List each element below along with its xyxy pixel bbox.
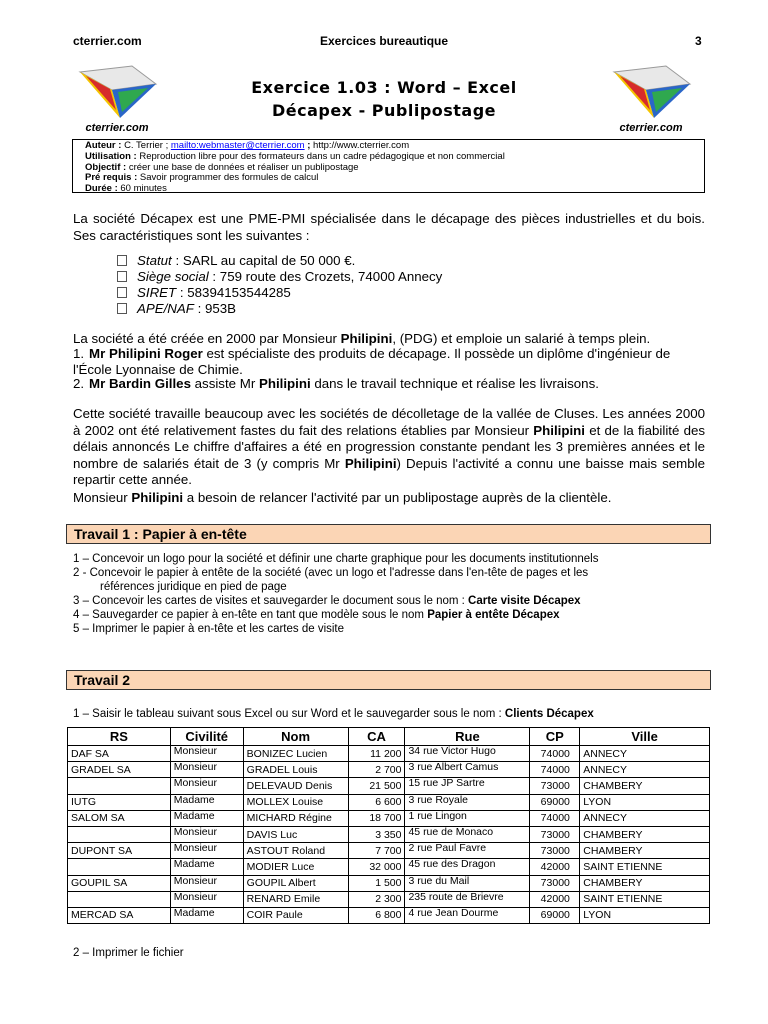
title-line-2: Décapex - Publipostage	[271, 101, 497, 120]
table-cell: 3 rue Royale	[405, 794, 530, 810]
logo-caption: cterrier.com	[619, 122, 683, 134]
table-cell: MOLLEX Louise	[243, 794, 348, 810]
table-cell: DUPONT SA	[68, 843, 171, 859]
table-cell: DAVIS Luc	[243, 826, 348, 842]
table-row	[68, 843, 710, 859]
table-header-row	[68, 728, 710, 746]
table-cell	[68, 826, 171, 842]
table-cell: ANNECY	[580, 762, 710, 778]
meta-box	[72, 139, 705, 193]
feature-item: SIRET : 58394153544285	[117, 285, 291, 301]
table-cell: ANNECY	[580, 810, 710, 826]
table-cell: 3 rue Albert Camus	[405, 762, 530, 778]
table-cell: SALOM SA	[68, 810, 171, 826]
table-cell: ANNECY	[580, 746, 710, 762]
table-cell: 1 500	[348, 875, 405, 891]
table-cell: Monsieur	[170, 778, 243, 794]
meta-goal: Objectif : créer une base de données et réaliser un publipostage	[85, 161, 359, 173]
table-cell: Monsieur	[170, 875, 243, 891]
table-cell: Monsieur	[170, 843, 243, 859]
table-cell: 73000	[530, 826, 580, 842]
travail2-instruction: 1 – Saisir le tableau suivant sous Excel ou sur Word et le sauvegarder sous le nom : Clients Décapex	[73, 708, 594, 720]
clients-table	[67, 727, 710, 924]
table-cell: 73000	[530, 875, 580, 891]
intro-paragraph: La société Décapex est une PME-PMI spécialisée dans le décapage des pièces industrielles et du bois. Ses caractéristiques sont les suivantes :	[73, 211, 705, 243]
table-cell: CHAMBERY	[580, 826, 710, 842]
table-cell: Monsieur	[170, 762, 243, 778]
table-header-cell: CP	[530, 728, 580, 746]
table-cell: Madame	[170, 794, 243, 810]
table-cell: 3 350	[348, 826, 405, 842]
checkbox-bullet-icon	[117, 287, 127, 298]
table-cell: 73000	[530, 843, 580, 859]
table-row	[68, 794, 710, 810]
table-cell: CHAMBERY	[580, 778, 710, 794]
logo-caption: cterrier.com	[85, 122, 149, 134]
travail1-item: 4 – Sauvegarder ce papier à en-tête en tant que modèle sous le nom Papier à entête Décapex	[73, 609, 560, 621]
logo-right	[606, 62, 696, 134]
table-cell	[68, 891, 171, 907]
feature-item: Statut : SARL au capital de 50 000 €.	[117, 253, 355, 269]
staff-item: 2. Mr Bardin Gilles assiste Mr Philipini dans le travail technique et réalise les livraisons.	[73, 376, 599, 391]
table-cell: 6 600	[348, 794, 405, 810]
table-cell: 32 000	[348, 859, 405, 875]
table-cell: Madame	[170, 859, 243, 875]
table-cell: Monsieur	[170, 746, 243, 762]
table-header-cell: Nom	[243, 728, 348, 746]
table-cell: GRADEL Louis	[243, 762, 348, 778]
staff-item: 1. Mr Philipini Roger est spécialiste des produits de décapage. Il possède un diplôme d'ingénieur de l'École Lyonnaise de Chimie.	[73, 346, 671, 377]
table-cell: LYON	[580, 907, 710, 923]
title-line-1: Exercice 1.03 : Word – Excel	[251, 78, 517, 97]
table-cell: 42000	[530, 891, 580, 907]
travail1-heading: Travail 1 : Papier à en-tête	[66, 524, 711, 544]
table-cell: GRADEL SA	[68, 762, 171, 778]
table-row	[68, 875, 710, 891]
table-row	[68, 826, 710, 842]
table-cell: 235 route de Brievre	[405, 891, 530, 907]
table-cell: SAINT ETIENNE	[580, 859, 710, 875]
table-cell: Madame	[170, 810, 243, 826]
table-cell: 73000	[530, 778, 580, 794]
table-row	[68, 762, 710, 778]
table-row	[68, 891, 710, 907]
table-cell: 69000	[530, 794, 580, 810]
table-cell: DELEVAUD Denis	[243, 778, 348, 794]
header-subject: Exercices bureautique	[319, 34, 449, 48]
table-cell: IUTG	[68, 794, 171, 810]
table-cell: 42000	[530, 859, 580, 875]
history-paragraph: Cette société travaille beaucoup avec les sociétés de décolletage de la vallée de Cluses. Les années 2000 à 2002 ont été relativement fastes du fait des relations établies par Monsieur Philipini et de la fiabilité des délais annoncés Le chiffre d'affaires a été en progression constante pendant les 3 premières années et le nombre de salariés était de 3 (y compris Mr Philipini) Depuis l'activité a connu une baisse mais semble repartir cette année.	[73, 406, 706, 487]
table-cell: COIR Paule	[243, 907, 348, 923]
table-cell: 11 200	[348, 746, 405, 762]
meta-author: Auteur : C. Terrier ; mailto:webmaster@cterrier.com ; http://www.cterrier.com	[85, 140, 410, 151]
checkbox-bullet-icon	[117, 255, 127, 266]
checkbox-bullet-icon	[117, 271, 127, 282]
travail1-item: 3 – Concevoir les cartes de visites et sauvegarder le document sous le nom : Carte visite Décapex	[73, 595, 581, 607]
header-page-number: 3	[695, 34, 702, 48]
table-cell: LYON	[580, 794, 710, 810]
table-cell: 21 500	[348, 778, 405, 794]
travail1-item: 1 – Concevoir un logo pour la société et définir une charte graphique pour les documents institutionnels	[73, 553, 599, 565]
header-site: cterrier.com	[73, 34, 142, 48]
table-row	[68, 746, 710, 762]
founded-paragraph: La société a été créée en 2000 par Monsieur Philipini, (PDG) et emploie un salarié à temps plein.	[73, 331, 651, 346]
table-cell	[68, 778, 171, 794]
table-cell: 2 700	[348, 762, 405, 778]
table-cell: CHAMBERY	[580, 843, 710, 859]
table-row	[68, 778, 710, 794]
table-cell: RENARD Emile	[243, 891, 348, 907]
table-cell: 3 rue du Mail	[405, 875, 530, 891]
table-cell: SAINT ETIENNE	[580, 891, 710, 907]
table-cell: GOUPIL Albert	[243, 875, 348, 891]
table-header-cell: Civilité	[170, 728, 243, 746]
author-mail-link[interactable]: mailto:webmaster@cterrier.com	[170, 140, 305, 151]
author-site: http://www.cterrier.com	[313, 140, 410, 151]
table-cell: 2 rue Paul Favre	[405, 843, 530, 859]
table-cell: 18 700	[348, 810, 405, 826]
meta-use: Utilisation : Reproduction libre pour des formateurs dans un cadre pédagogique et non commercial	[85, 150, 505, 162]
table-row	[68, 859, 710, 875]
table-cell: 74000	[530, 762, 580, 778]
table-row	[68, 907, 710, 923]
table-cell: 45 rue des Dragon	[405, 859, 530, 875]
table-cell: MERCAD SA	[68, 907, 171, 923]
table-cell: 69000	[530, 907, 580, 923]
table-cell: Monsieur	[170, 891, 243, 907]
table-header-cell: CA	[348, 728, 405, 746]
table-cell: ASTOUT Roland	[243, 843, 348, 859]
travail2-footer: 2 – Imprimer le fichier	[73, 947, 184, 959]
table-cell: 15 rue JP Sartre	[405, 778, 530, 794]
table-cell: 34 rue Victor Hugo	[405, 746, 530, 762]
table-header-cell: Rue	[405, 728, 530, 746]
meta-duration: Durée : 60 minutes	[85, 183, 167, 195]
table-cell: BONIZEC Lucien	[243, 746, 348, 762]
table-row	[68, 810, 710, 826]
logo-left	[72, 62, 162, 134]
table-cell: Madame	[170, 907, 243, 923]
table-cell: 7 700	[348, 843, 405, 859]
table-cell: 2 300	[348, 891, 405, 907]
table-cell: 1 rue Lingon	[405, 810, 530, 826]
table-cell: 4 rue Jean Dourme	[405, 907, 530, 923]
feature-item: APE/NAF : 953B	[117, 301, 236, 317]
travail1-item: références juridique en pied de page	[100, 581, 287, 593]
meta-prereq: Pré requis : Savoir programmer des formules de calcul	[85, 172, 319, 184]
table-header-cell: RS	[68, 728, 171, 746]
table-cell: MICHARD Régine	[243, 810, 348, 826]
table-cell: 6 800	[348, 907, 405, 923]
travail2-heading: Travail 2	[66, 670, 711, 690]
table-header-cell: Ville	[580, 728, 710, 746]
table-cell: GOUPIL SA	[68, 875, 171, 891]
table-cell: 74000	[530, 810, 580, 826]
table-cell: CHAMBERY	[580, 875, 710, 891]
table-cell: 74000	[530, 746, 580, 762]
feature-item: Siège social : 759 route des Crozets, 74000 Annecy	[117, 269, 442, 285]
table-cell: 45 rue de Monaco	[405, 826, 530, 842]
table-cell: MODIER Luce	[243, 859, 348, 875]
table-cell: DAF SA	[68, 746, 171, 762]
relaunch-paragraph: Monsieur Philipini a besoin de relancer l'activité par un publipostage auprès de la clientèle.	[73, 490, 612, 505]
table-cell: Monsieur	[170, 826, 243, 842]
travail1-item: 5 – Imprimer le papier à en-tête et les cartes de visite	[73, 623, 345, 635]
table-cell	[68, 859, 171, 875]
checkbox-bullet-icon	[117, 303, 127, 314]
travail1-item: 2 - Concevoir le papier à entête de la société (avec un logo et l'adresse dans l'en-tête de pages et les	[73, 567, 589, 579]
